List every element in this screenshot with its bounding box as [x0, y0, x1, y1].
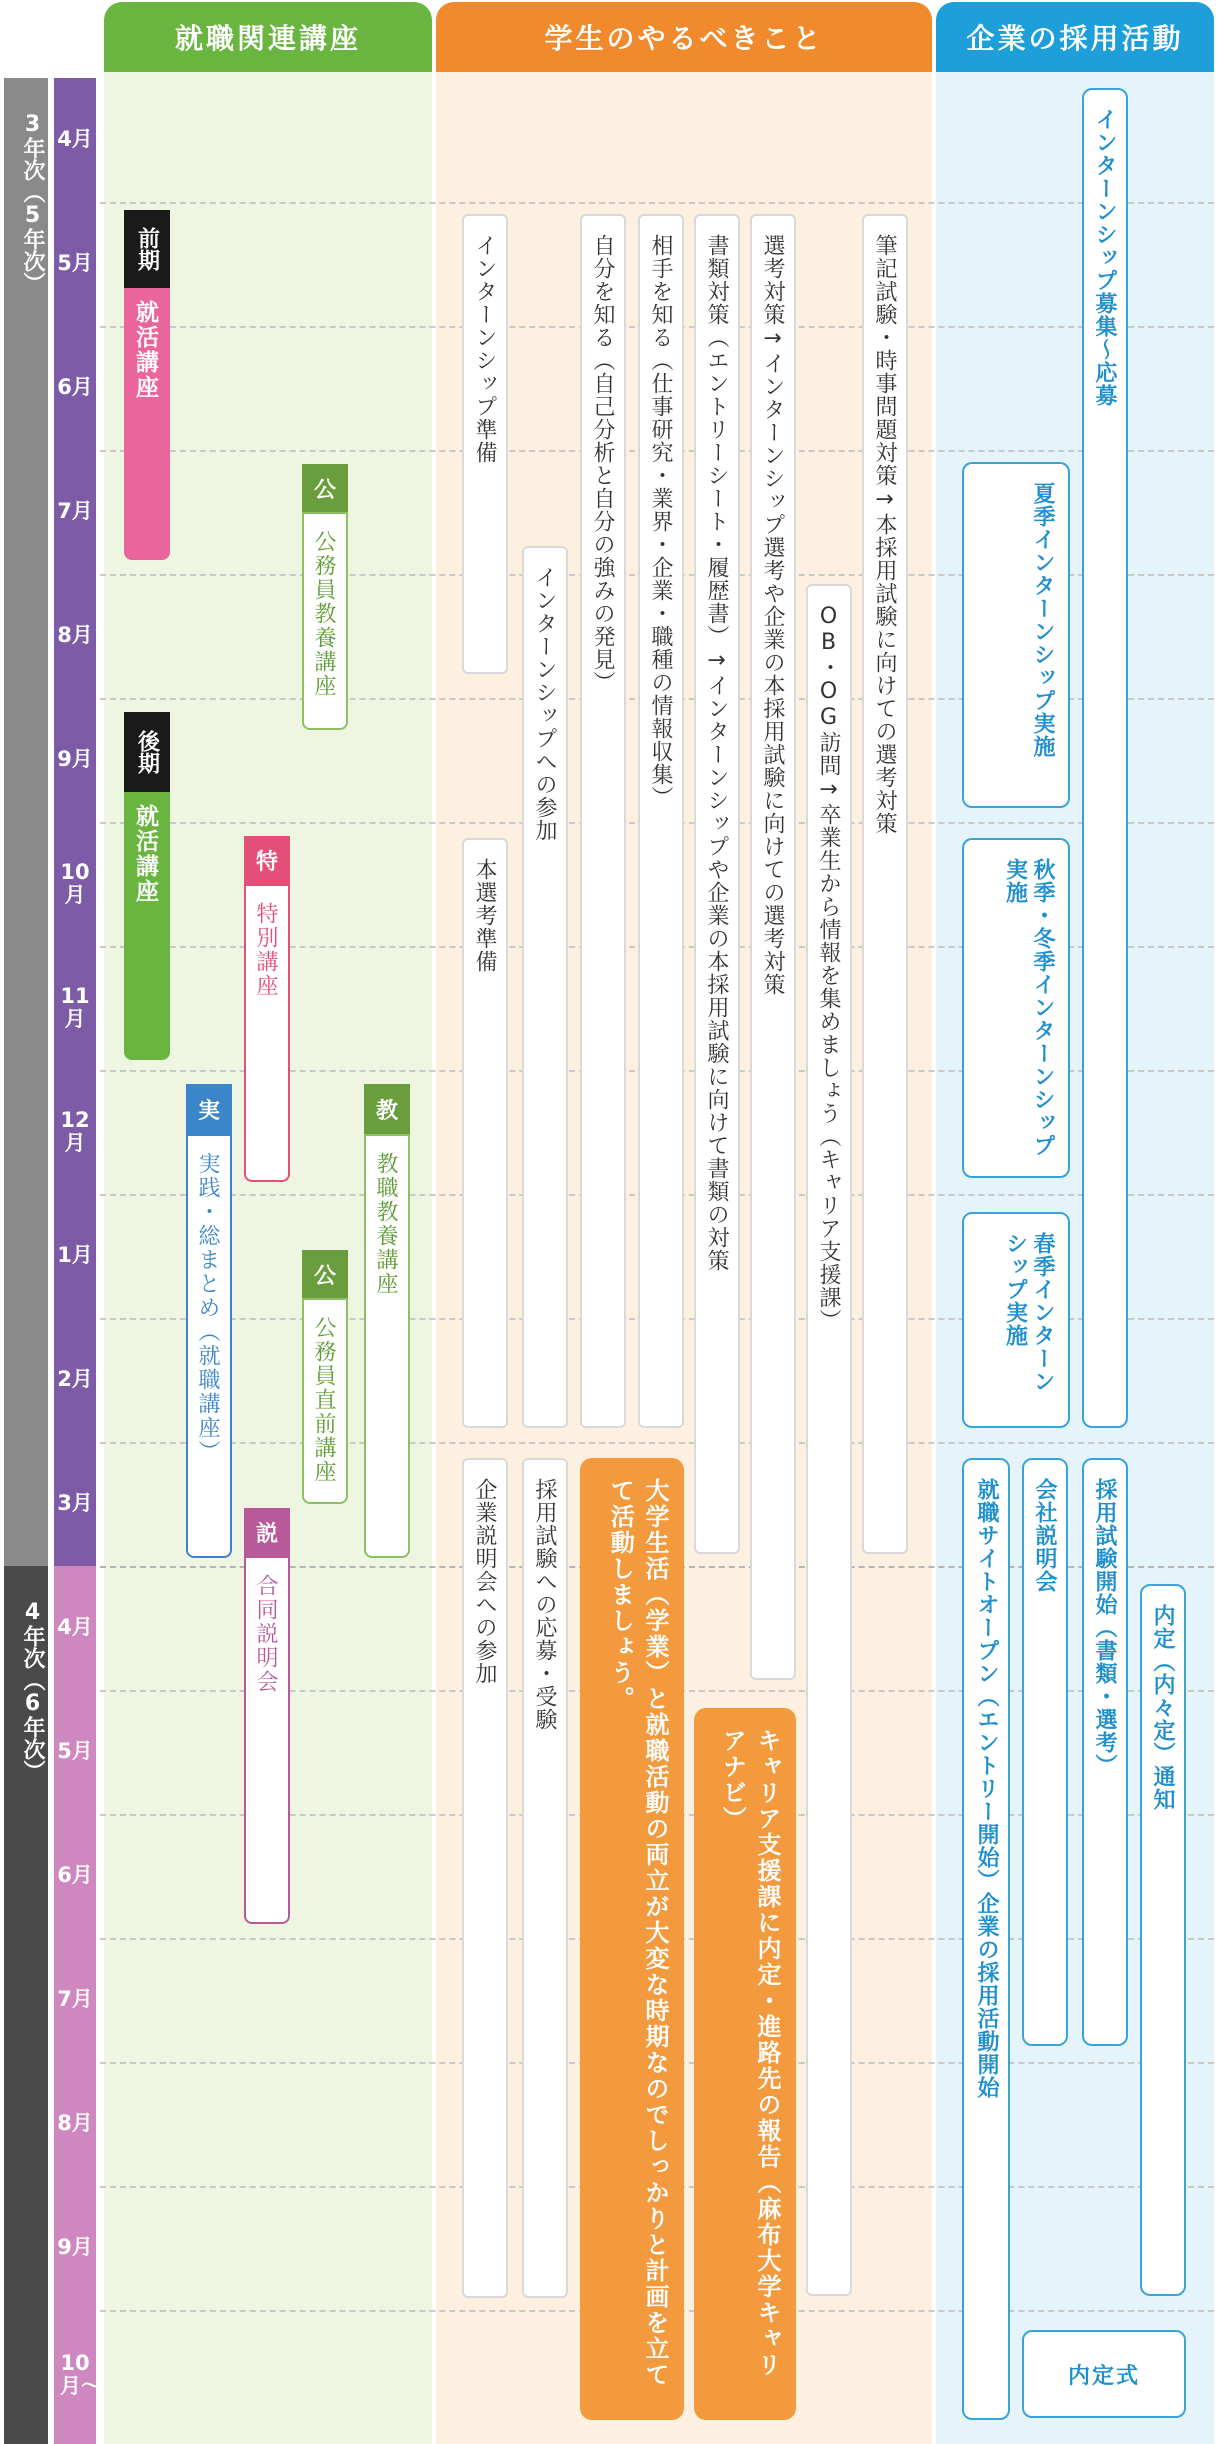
- month-label: 5月: [57, 251, 93, 276]
- company-briefing: 会社説明会: [1022, 1458, 1068, 2046]
- students-column-header: 学生のやるべきこと: [436, 2, 932, 72]
- month-label: 3月: [57, 1491, 93, 1516]
- koumuin-tag-2: 公: [302, 1250, 348, 1298]
- exam-application: 採用試験への応募・受験: [522, 1458, 568, 2298]
- jissen-summary-lecture: 実践・総まとめ（就職講座）: [186, 1134, 232, 1558]
- month-label: 9月: [57, 747, 93, 772]
- briefing-participation: 企業説明会への参加: [462, 1458, 508, 2298]
- month-label: 9月: [57, 2235, 93, 2260]
- month-divider: [100, 1442, 1214, 1444]
- month-label: 1月: [57, 1243, 93, 1268]
- koumuin-kyouyou-lecture: 公務員教養講座: [302, 512, 348, 730]
- special-lecture: 特別講座: [244, 884, 290, 1182]
- main-selection-prep: 本選考準備: [462, 838, 508, 1428]
- kyoushoku-tag: 教: [364, 1084, 410, 1134]
- year3-label: 3年次（5年次）: [20, 112, 45, 294]
- report-note: キャリア支援課に内定・進路先の報告（麻布大学キャリアナビ）: [694, 1708, 796, 2420]
- know-partner: 相手を知る（仕事研究・業界・企業・職種の情報収集）: [638, 214, 684, 1428]
- koumuin-tag-1: 公: [302, 464, 348, 512]
- job-site-open: 就職サイトオープン（エントリー開始）企業の採用活動開始: [962, 1458, 1010, 2420]
- zenki-job-lecture: 就活講座: [124, 288, 170, 560]
- koumuin-chokuzen-lecture: 公務員直前講座: [302, 1298, 348, 1504]
- internship-recruit: インターンシップ募集〜応募: [1082, 88, 1128, 1428]
- month-label: 7月: [57, 1987, 93, 2012]
- naitei-ceremony-label: 内定式: [1067, 2363, 1140, 2389]
- kyoushoku-kyouyou-lecture: 教職教養講座: [364, 1134, 410, 1558]
- joint-briefing: 合同説明会: [244, 1556, 290, 1924]
- month-label: 7月: [57, 499, 93, 524]
- year4-label: 4年次（6年次）: [20, 1600, 45, 1782]
- month-label: 6月: [57, 375, 93, 400]
- balance-note: 大学生活（学業）と就職活動の両立が大変な時期なのでしっかりと計画を立てて活動しましょう。: [580, 1458, 684, 2420]
- month-label: 6月: [57, 1863, 93, 1888]
- obog-visit: OB・OG訪問→卒業生から情報を集めましょう（キャリア支援課）: [806, 584, 852, 2296]
- lectures-column-header: 就職関連講座: [104, 2, 432, 72]
- jissen-tag: 実: [186, 1084, 232, 1134]
- students-column-bg: [436, 46, 932, 2444]
- summer-internship: 夏季インターンシップ実施: [962, 462, 1070, 808]
- month-label: 5月: [57, 1739, 93, 1764]
- autumn-winter-internship: 秋季・冬季インターンシップ実施: [962, 838, 1070, 1178]
- month-label: 11月: [60, 983, 90, 1031]
- document-measures: 書類対策（エントリーシート・履歴書）→インターンシップや企業の本採用試験に向けて書類の対策: [694, 214, 740, 1554]
- month-label: 4月: [57, 127, 93, 152]
- month-label: 10月〜: [60, 2350, 102, 2398]
- internship-participation: インターンシップへの参加: [522, 546, 568, 1428]
- exam-start: 採用試験開始（書類・選考）: [1082, 1458, 1128, 2046]
- month-label: 8月: [57, 623, 93, 648]
- month-label: 8月: [57, 2111, 93, 2136]
- written-exam-measures: 筆記試験・時事問題対策→本採用試験に向けての選考対策: [862, 214, 908, 1554]
- naitei-ceremony: [1022, 2330, 1186, 2418]
- kouki-job-lecture: 就活講座: [124, 792, 170, 1060]
- kouki-tag: 後期: [124, 712, 170, 792]
- toku-tag: 特: [244, 836, 290, 884]
- setsu-tag: 説: [244, 1508, 290, 1556]
- spring-internship: 春季インターンシップ実施: [962, 1212, 1070, 1428]
- selection-measures: 選考対策→インターンシップ選考や企業の本採用試験に向けての選考対策: [750, 214, 796, 1680]
- month-label: 10月: [60, 859, 90, 907]
- month-label: 4月: [57, 1615, 93, 1640]
- know-yourself: 自分を知る（自己分析と自分の強みの発見）: [580, 214, 626, 1428]
- zenki-tag: 前期: [124, 210, 170, 288]
- month-label: 2月: [57, 1367, 93, 1392]
- naitei-notice: 内定（内々定）通知: [1140, 1584, 1186, 2296]
- internship-prep: インターンシップ準備: [462, 214, 508, 674]
- month-label: 12月: [60, 1107, 90, 1155]
- month-divider: [100, 202, 1214, 204]
- companies-column-header: 企業の採用活動: [936, 2, 1214, 72]
